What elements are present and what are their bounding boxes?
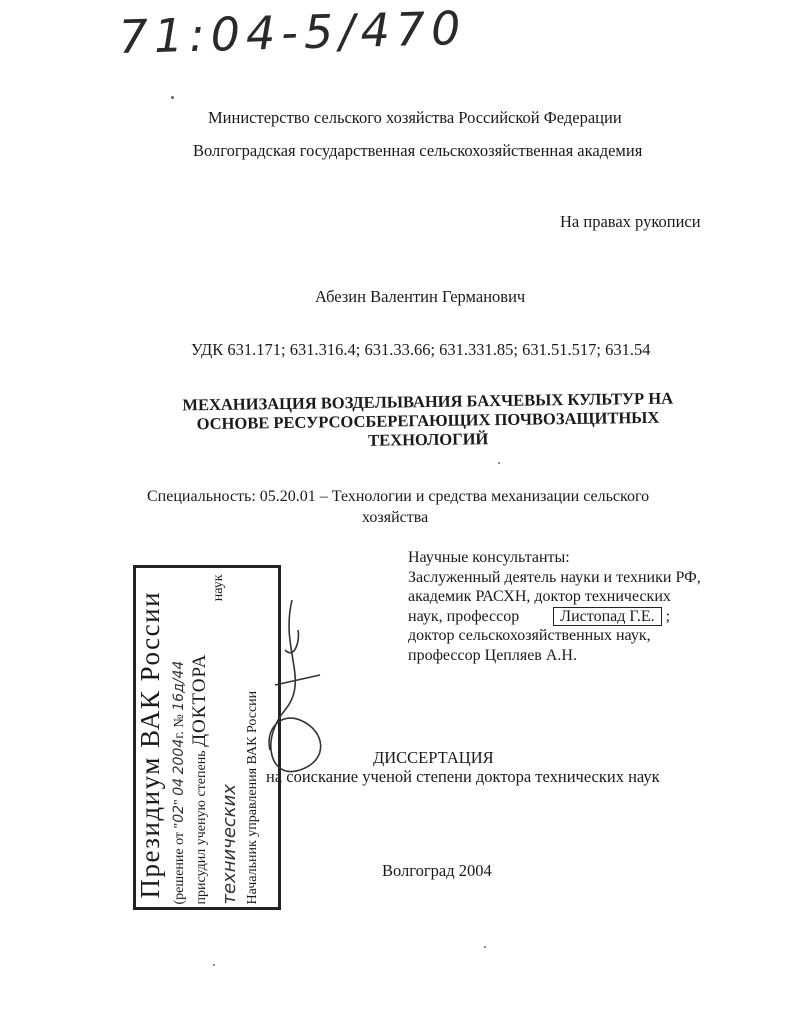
stamp-chief: Начальник управления ВАК России: [245, 690, 260, 904]
title-line-1: МЕХАНИЗАЦИЯ ВОЗДЕЛЫВАНИЯ БАХЧЕВЫХ КУЛЬТУР НА: [182, 388, 674, 415]
consultant-line-5: профессор Цепляев А.Н.: [408, 646, 577, 664]
specialty-line-1: Специальность: 05.20.01 – Технологии и средства механизации сельского: [147, 488, 650, 505]
signature-stroke: [269, 600, 321, 772]
consultant-line-1: Заслуженный деятель науки и техники РФ,: [408, 568, 701, 586]
consultant-line-2: академик РАСХН, доктор технических: [408, 588, 671, 605]
consultants-heading: Научные консультанты:: [408, 549, 570, 566]
stamp-degree-name: ДОКТОРА: [189, 653, 210, 747]
speck: [171, 96, 174, 99]
degree-purpose: на соискание ученой степени доктора технических наук: [266, 767, 660, 786]
speck: [484, 946, 486, 948]
title-line-2: ОСНОВЕ РЕСУРСОСБЕРЕГАЮЩИХ ПОЧВОЗАЩИТНЫХ: [196, 407, 660, 434]
city-year: Волгоград 2004: [382, 861, 492, 880]
consultant-line-4: доктор сельскохозяйственных наук,: [408, 627, 651, 644]
ministry-name: Министерство сельского хозяйства Российской Федерации: [208, 108, 622, 127]
consultant-separator: ;: [665, 607, 671, 625]
stamp-field-handwritten: технических: [219, 783, 240, 904]
udc-codes: УДК 631.171; 631.316.4; 631.33.66; 631.331.85; 631.51.517; 631.54: [191, 340, 651, 359]
document-type: ДИССЕРТАЦИЯ: [373, 748, 494, 767]
author-name: Абезин Валентин Германович: [315, 287, 526, 306]
stamp-science-suffix: наук: [211, 574, 226, 601]
consultant-title: наук, профессор: [408, 607, 520, 625]
consultant-name-boxed: Листопад Г.Е.: [553, 607, 661, 626]
stamp-decision: (решение от "02" 04 2004г. № 16д/44: [171, 660, 187, 904]
dissertation-title: [148, 388, 709, 453]
scientific-consultants: [408, 548, 701, 665]
stamp-month: 04: [171, 777, 187, 796]
handwritten-catalog-code: 71:04-5/470: [118, 0, 468, 64]
stamp-decision-number: 16д/44: [171, 660, 187, 711]
speck: [213, 964, 215, 966]
specialty-line-2: хозяйства: [362, 509, 429, 526]
manuscript-rights-note: На правах рукописи: [560, 212, 701, 231]
academy-name: Волгоградская государственная сельскохозяйственная академия: [193, 141, 643, 160]
stamp-title: Президиум ВАК России: [135, 590, 165, 898]
speck: [498, 462, 500, 464]
consultant-line-3: [408, 607, 701, 627]
stamp-science-field: [211, 574, 240, 904]
title-line-3: ТЕХНОЛОГИЙ: [368, 429, 489, 450]
signature-scribble: [240, 590, 350, 810]
stamp-day: 02: [171, 804, 187, 823]
stamp-year: 2004: [171, 738, 187, 774]
stamp-degree: присудил ученую степень ДОКТОРА: [189, 653, 210, 904]
